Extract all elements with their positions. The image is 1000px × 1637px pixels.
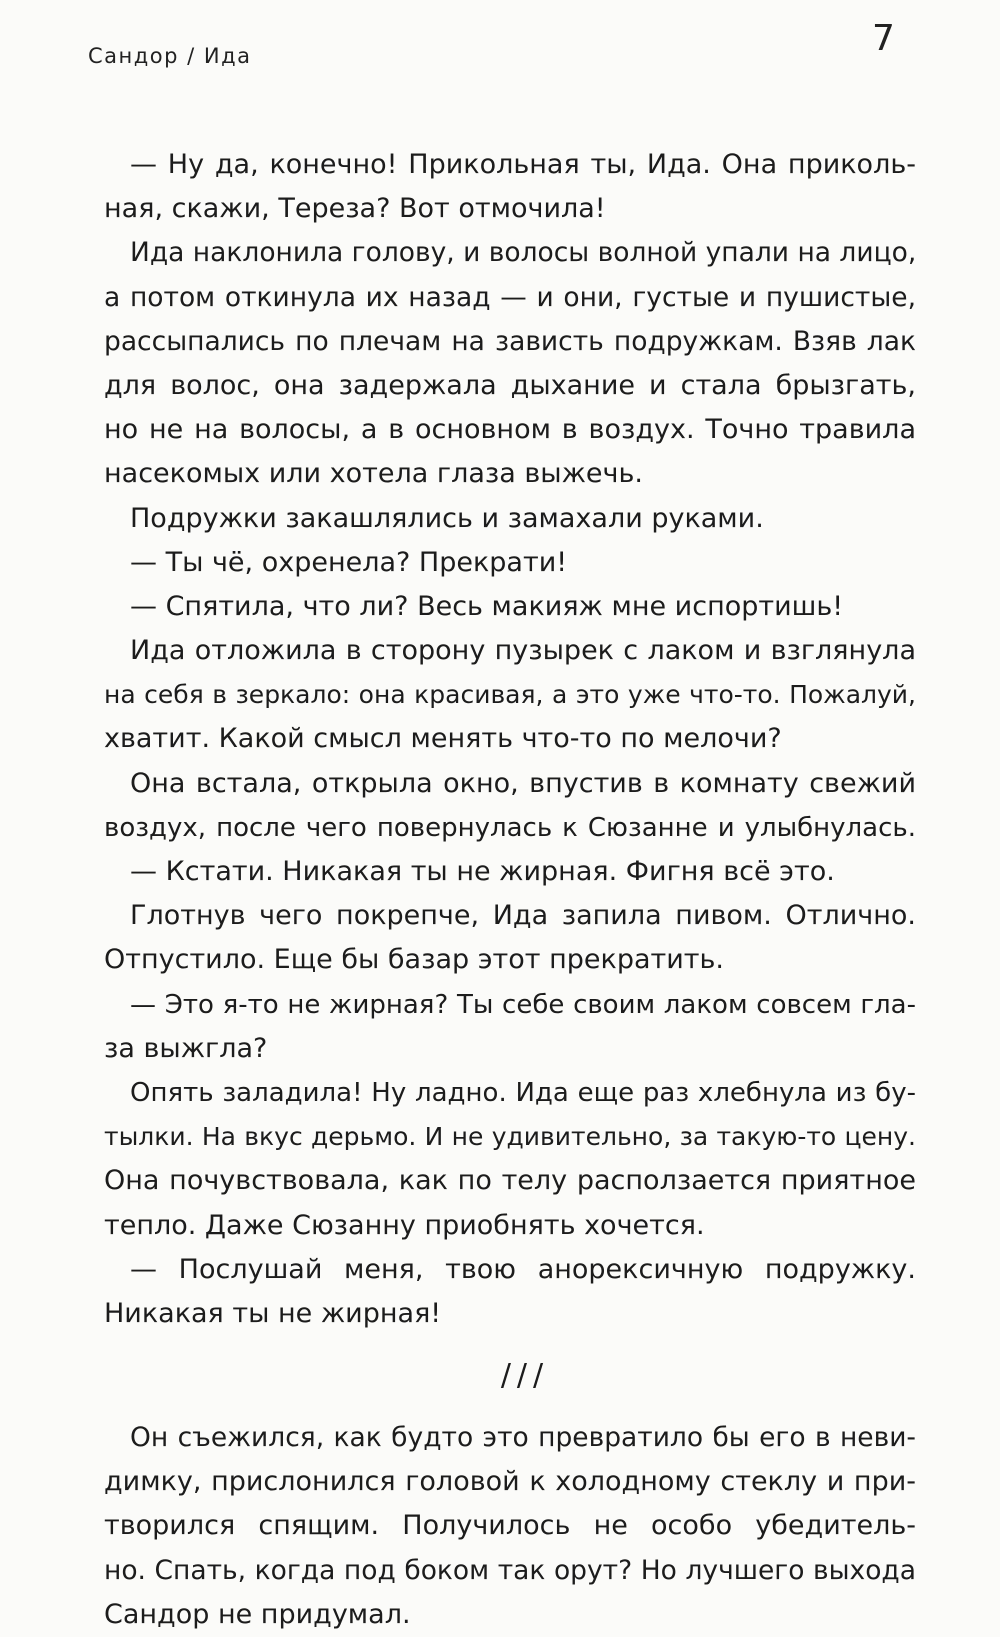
text-line: — Ты чё, охренела? Прекрати! [130, 546, 568, 578]
text-line: — Послушай меня, твою анорексичную подружку. [130, 1253, 916, 1285]
text-line: хватит. Какой смысл менять что-то по мелочи? [104, 723, 782, 755]
text-line: для волос, она задержала дыхание и стала брызгать, [104, 369, 916, 401]
text-line: Опять заладила! Ну ладно. Ида еще раз хлебнула из бу- [130, 1077, 916, 1108]
text-line: воздух, после чего повернулась к Сюзанне и улыбнулась. [104, 812, 916, 843]
body-text [104, 143, 916, 1637]
text-line: Никакая ты не жирная! [104, 1297, 442, 1329]
text-line: рассыпались по плечам на зависть подружкам. Взяв лак [104, 325, 916, 357]
text-line: Она встала, открыла окно, впустив в комнату свежий [130, 767, 916, 799]
text-line: а потом откинула их назад — и они, густые и пушистые, [104, 281, 916, 313]
running-head: Сандор / Ида [88, 44, 252, 68]
text-line: творился спящим. Получилось не особо убедитель- [104, 1510, 916, 1542]
text-line: Глотнув чего покрепче, Ида запила пивом. Отлично. [130, 900, 916, 932]
section-separator: /// [500, 1358, 550, 1394]
text-line: Сандор не придумал. [104, 1598, 411, 1630]
text-line: Подружки закашлялись и замахали руками. [130, 502, 764, 534]
text-line: — Спятила, что ли? Весь макияж мне испортишь! [130, 590, 844, 622]
text-line: димку, прислонился головой к холодному стеклу и при- [104, 1466, 916, 1498]
text-line: но не на волосы, а в основном в воздух. Точно травила [104, 414, 916, 446]
text-line: Ида отложила в сторону пузырек с лаком и взглянула [130, 635, 916, 667]
text-line: за выжгла? [104, 1032, 268, 1064]
text-line: Он съежился, как будто это превратило бы его в неви- [130, 1422, 916, 1454]
text-line: насекомых или хотела глаза выжечь. [104, 458, 643, 490]
text-line: но. Спать, когда под боком так орут? Но лучшего выхода [104, 1554, 916, 1586]
text-line: тылки. На вкус дерьмо. И не удивительно, за такую-то цену. [104, 1122, 916, 1152]
page-number: 7 [872, 18, 895, 59]
text-line: — Это я-то не жирная? Ты себе своим лаком совсем гла- [130, 989, 916, 1020]
text-line: — Ну да, конечно! Прикольная ты, Ида. Она приколь- [130, 149, 916, 180]
text-line: на себя в зеркало: она красивая, а это уже что-то. Пожалуй, [104, 680, 916, 710]
text-line: Отпустило. Еще бы базар этот прекратить. [104, 944, 724, 976]
text-line: Она почувствовала, как по телу расползается приятное [104, 1165, 916, 1197]
text-line: тепло. Даже Сюзанну приобнять хочется. [104, 1209, 705, 1241]
text-line: ная, скажи, Тереза? Вот отмочила! [104, 193, 606, 225]
text-line: — Кстати. Никакая ты не жирная. Фигня всё это. [130, 856, 835, 887]
text-line: Ида наклонила голову, и волосы волной упали на лицо, [130, 237, 917, 269]
